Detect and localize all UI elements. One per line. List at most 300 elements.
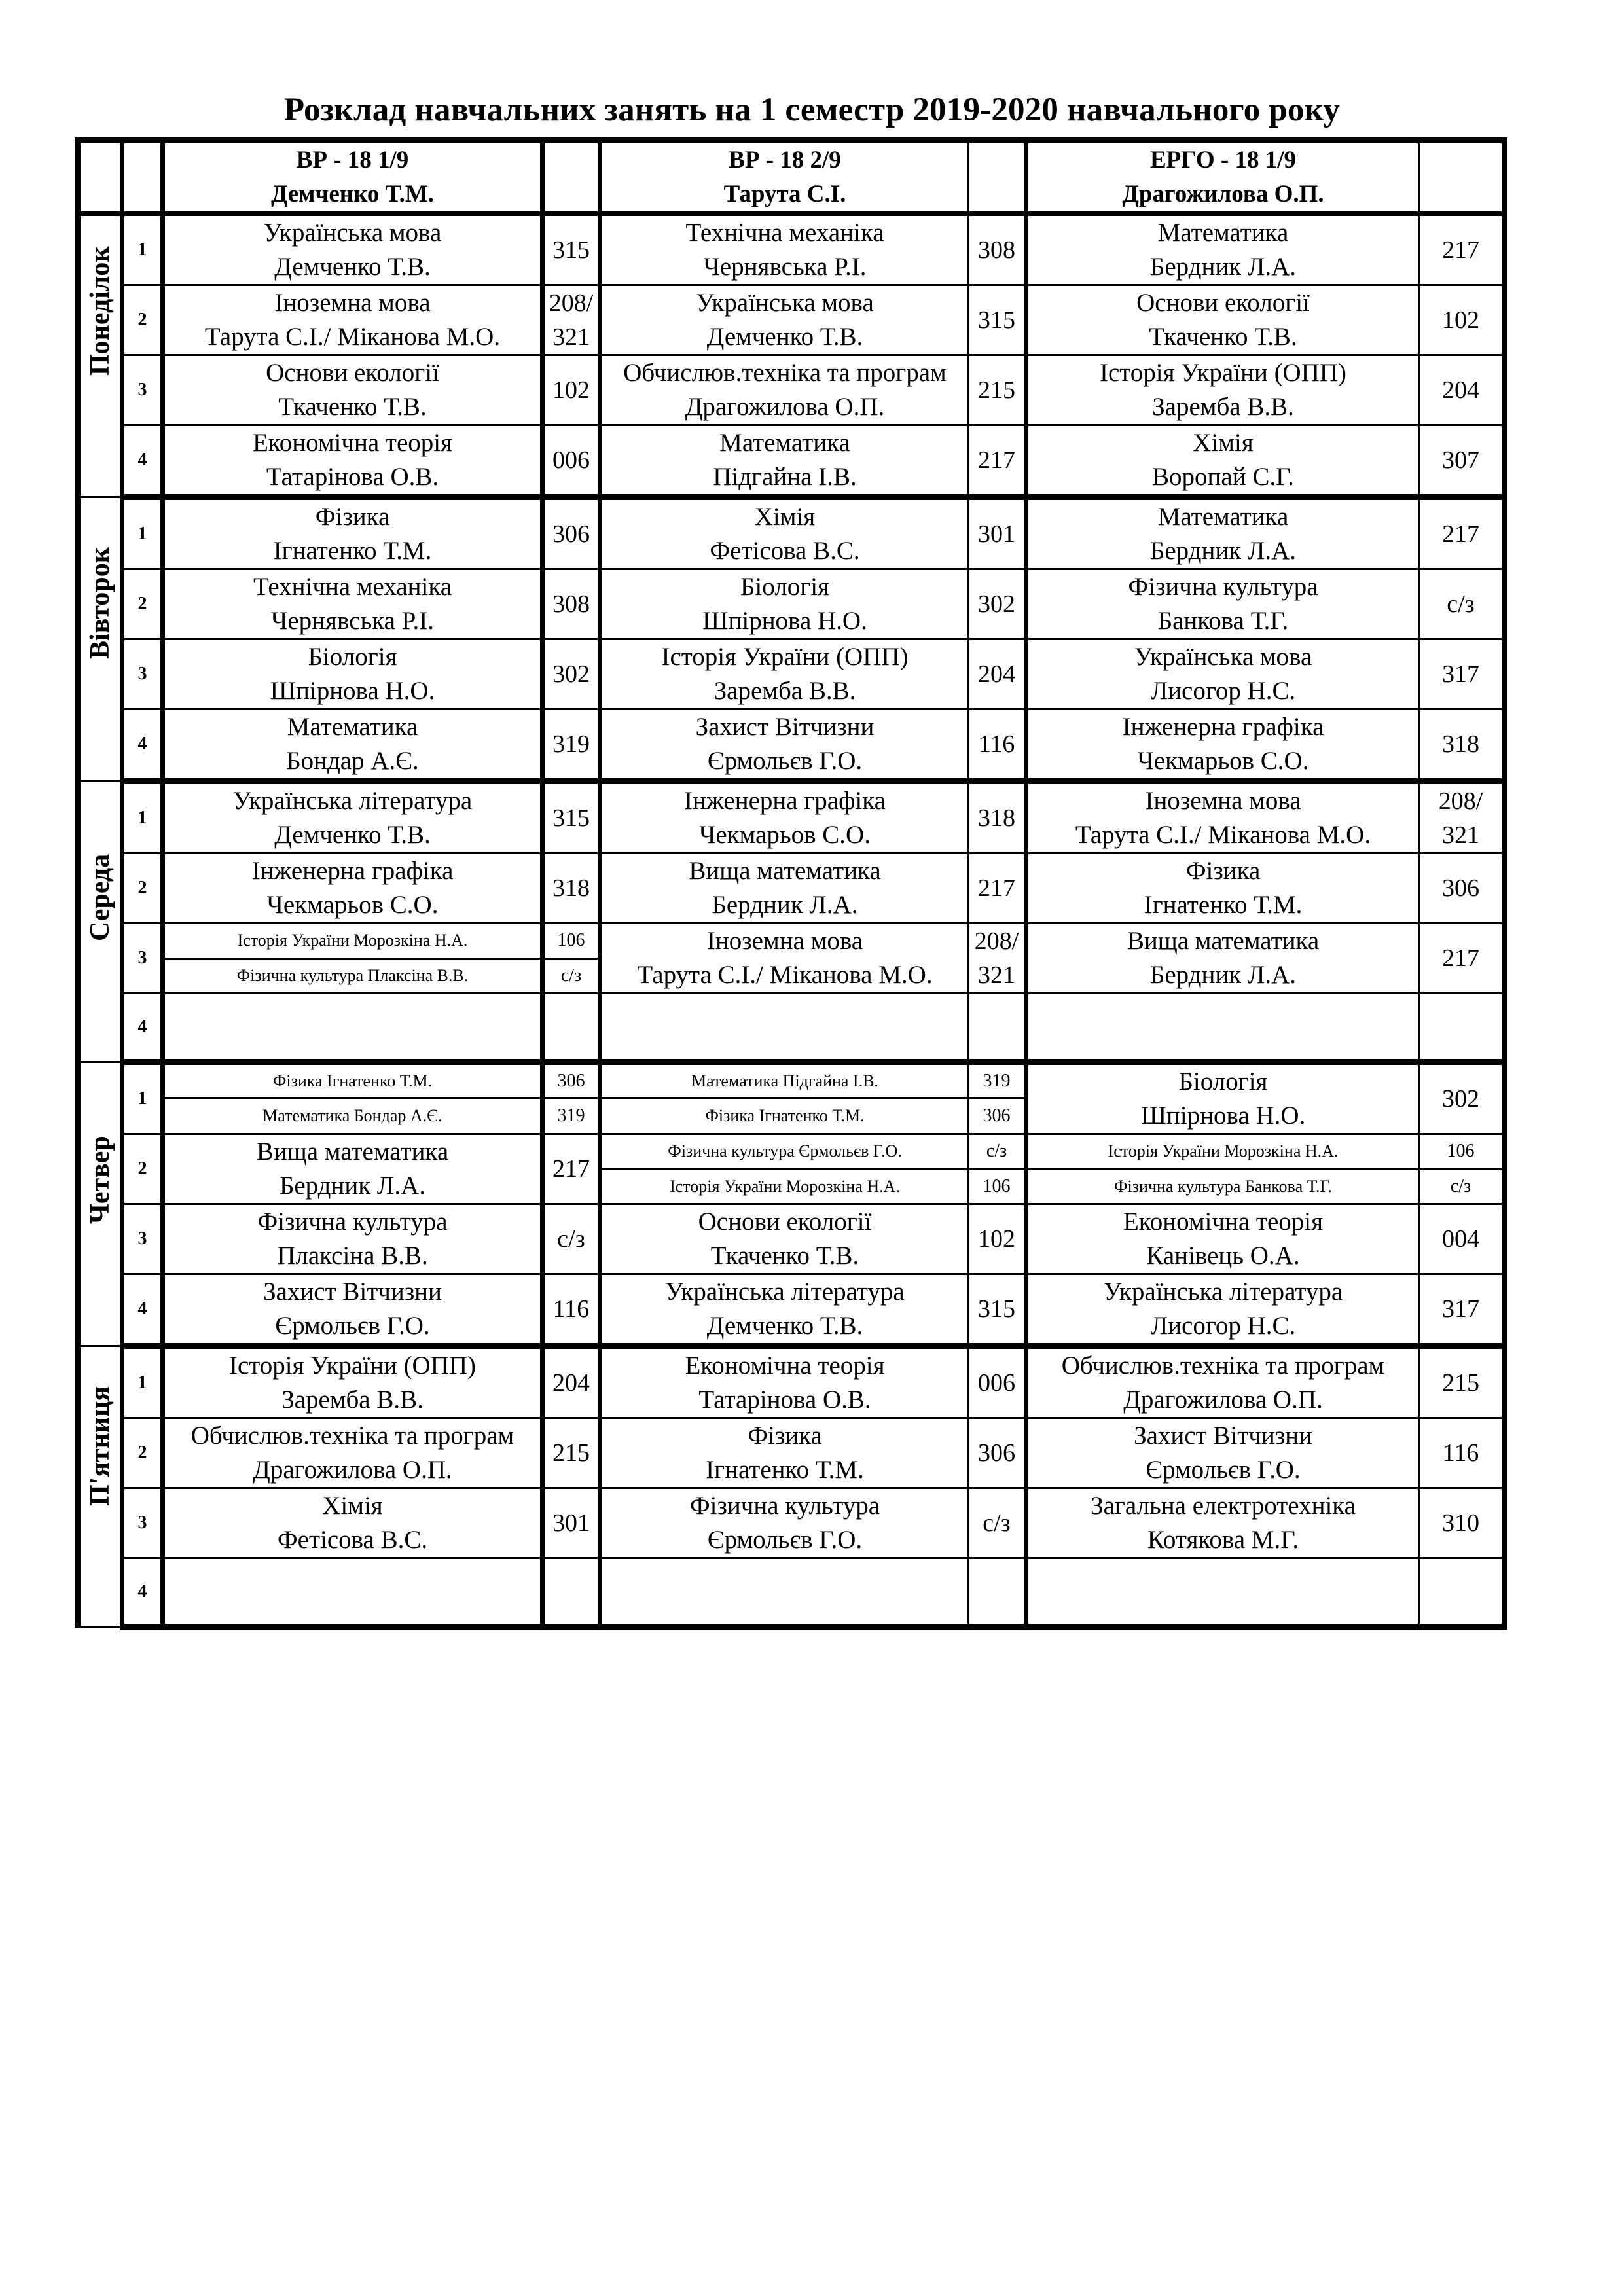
room-sub-cell: 319 [969,1062,1026,1098]
room-number: 217 [1442,520,1479,548]
room-cell [969,569,1026,639]
lesson-subject: Українська література [665,1278,905,1306]
lesson-sub-cell: Історія України Морозкіна Н.А. [600,1169,969,1204]
room-number: 315 [552,236,590,264]
room-cell [543,1488,600,1558]
lesson-cell [1026,924,1419,994]
room-number: 318 [978,804,1015,832]
lesson-cell [600,1346,969,1418]
lesson-teacher: Чернявська Р.І. [703,253,867,281]
schedule-table [75,137,1507,1630]
lesson-teacher: Шпірнова Н.О. [1140,1102,1306,1130]
room-cell [1419,285,1505,355]
room-cell [1419,994,1505,1062]
room-number: 308 [552,590,590,618]
room-number: 302 [978,590,1015,618]
lesson-cell [1026,1488,1419,1558]
schedule-title: Розклад навчальних занять на 1 семестр 2019-2020 навчального року [283,92,1341,128]
lesson-cell [600,853,969,924]
lesson-subject: Українська мова [1134,643,1312,671]
lesson-sub-cell: Фізична культура Банкова Т.Г. [1026,1169,1419,1204]
room-number: 208/ [1438,787,1483,815]
group-curator: Драгожилова О.П. [1122,181,1324,207]
room-number-2: 321 [1442,821,1479,849]
period-number: 3 [122,639,163,709]
lesson-subject: Математика [719,429,850,457]
period-number: 4 [122,1274,163,1346]
room-number-2: 321 [552,323,590,351]
lesson-subject: Українська мова [263,219,442,247]
period-number: 1 [122,1346,163,1418]
period-number: 2 [122,1418,163,1488]
lesson-cell [1026,1274,1419,1346]
room-cell [1419,497,1505,569]
room-cell [543,639,600,709]
lesson-subject: Загальна електротехніка [1091,1492,1356,1520]
day-label [78,214,122,497]
room-number: 102 [552,376,590,404]
room-cell [1419,639,1505,709]
lesson-cell [163,1346,543,1418]
lesson-cell [600,1488,969,1558]
period-number: 1 [122,497,163,569]
room-number: 308 [978,236,1015,264]
lesson-teacher: Котякова М.Г. [1147,1526,1299,1554]
lesson-cell [1026,1204,1419,1274]
period-row [78,781,1505,853]
room-cell [1419,924,1505,994]
lesson-teacher: Фетісова В.С. [710,537,860,565]
room-cell [543,1274,600,1346]
lesson-teacher: Чекмарьов С.О. [1137,747,1309,775]
room-cell [543,1418,600,1488]
lesson-teacher: Бердник Л.А. [712,891,858,919]
lesson-teacher: Бердник Л.А. [1149,537,1297,565]
lesson-subject: Інженерна графіка [251,857,454,885]
lesson-teacher: Ігнатенко Т.М. [1144,891,1303,919]
lesson-cell [1026,355,1419,425]
room-number: 318 [552,874,590,902]
period-row [78,853,1505,924]
lesson-cell [163,214,543,285]
room-cell [543,709,600,781]
lesson-teacher: Підгайна І.В. [713,463,857,491]
period-row [78,1558,1505,1627]
room-number: с/з [1447,590,1475,618]
room-number: 217 [1442,236,1479,264]
room-number: 204 [552,1369,590,1397]
room-cell [1419,569,1505,639]
room-cell [969,709,1026,781]
lesson-cell [600,639,969,709]
lesson-cell [1026,214,1419,285]
lesson-teacher: Ігнатенко Т.М. [273,537,432,565]
lesson-cell [600,924,969,994]
room-number: 302 [552,660,590,688]
lesson-teacher: Демченко Т.В. [706,323,863,351]
lesson-cell [163,1134,543,1204]
group-curator: Демченко Т.М. [270,181,435,207]
period-row [78,1274,1505,1346]
room-cell [1419,1346,1505,1418]
room-cell [1419,1062,1505,1134]
lesson-subject: Українська література [232,787,473,815]
period-row [78,709,1505,781]
lesson-sub-cell: Фізика Ігнатенко Т.М. [600,1098,969,1134]
room-cell [543,1204,600,1274]
room-cell [543,355,600,425]
lesson-teacher: Чернявська Р.І. [271,607,434,635]
lesson-subject: Фізика [315,503,390,531]
room-number: 116 [978,730,1015,758]
room-cell [969,1488,1026,1558]
room-cell [1419,853,1505,924]
lesson-subject: Технічна механіка [253,573,452,601]
lesson-cell [163,853,543,924]
room-number: с/з [983,1509,1011,1537]
room-number: 315 [978,306,1015,334]
room-number: 215 [552,1439,590,1467]
period-row [78,355,1505,425]
lesson-cell [1026,781,1419,853]
room-number: 315 [552,804,590,832]
lesson-subject: Історія України (ОПП) [1099,359,1347,387]
lesson-cell [600,1274,969,1346]
room-cell [1419,1204,1505,1274]
header-row [78,141,1505,214]
room-cell [969,924,1026,994]
day-name: Середа [85,853,115,941]
room-number: 317 [1442,1295,1479,1323]
group-room-header [543,141,600,214]
lesson-teacher: Лисогор Н.С. [1150,677,1296,705]
period-row [78,1134,1505,1170]
lesson-subject: Фізична культура [689,1492,880,1520]
group-header [1026,141,1419,214]
period-row [78,1346,1505,1418]
lesson-subject: Технічна механіка [685,219,884,247]
room-cell [1419,214,1505,285]
lesson-teacher: Демченко Т.В. [274,821,431,849]
lesson-cell [163,1274,543,1346]
lesson-subject: Основи екології [698,1208,872,1236]
day-label [78,1062,122,1346]
room-number: 217 [1442,944,1479,972]
room-number: 204 [978,660,1015,688]
lesson-cell [1026,994,1419,1062]
room-number: 318 [1442,730,1479,758]
group-name: ВР - 18 1/9 [296,147,409,173]
period-number: 3 [122,1488,163,1558]
period-number: 2 [122,853,163,924]
group-header [163,141,543,214]
lesson-teacher: Ткаченко Т.В. [1149,323,1297,351]
room-cell [543,569,600,639]
group-name: ВР - 18 2/9 [729,147,841,173]
lesson-teacher: Ткаченко Т.В. [278,393,427,421]
room-cell [969,1346,1026,1418]
lesson-cell [163,1204,543,1274]
lesson-subject: Фізика [1185,857,1261,885]
period-row [78,639,1505,709]
room-number: 301 [552,1509,590,1537]
period-number: 2 [122,285,163,355]
group-name: ЕРГО - 18 1/9 [1149,147,1297,173]
period-number: 2 [122,1134,163,1204]
period-row [78,1488,1505,1558]
lesson-cell [163,355,543,425]
room-cell [969,285,1026,355]
lesson-subject: Економічна теорія [685,1352,885,1380]
period-row [78,994,1505,1062]
period-row [78,497,1505,569]
room-number: 217 [978,874,1015,902]
lesson-cell [1026,639,1419,709]
room-cell [969,214,1026,285]
lesson-teacher: Ігнатенко Т.М. [706,1456,864,1484]
lesson-teacher: Банкова Т.Г. [1157,607,1289,635]
lesson-subject: Українська мова [696,289,874,317]
room-cell [969,639,1026,709]
lesson-cell [600,425,969,497]
lesson-subject: Біологія [740,573,829,601]
room-number: с/з [557,1225,585,1253]
room-cell [1419,1418,1505,1488]
lesson-teacher: Драгожилова О.П. [685,393,885,421]
room-cell [1419,355,1505,425]
room-number: 306 [552,520,590,548]
period-row [78,1418,1505,1488]
lesson-cell [600,1558,969,1627]
lesson-teacher: Тарута С.І./ Міканова М.О. [1075,821,1371,849]
room-number: 208/ [549,289,594,317]
lesson-subject: Основи екології [266,359,439,387]
lesson-cell [600,994,969,1062]
lesson-subject: Математика [1157,219,1289,247]
lesson-teacher: Єрмольєв Г.О. [707,1526,863,1554]
group-room-header [969,141,1026,214]
lesson-cell [163,1418,543,1488]
room-cell [969,1274,1026,1346]
lesson-cell [1026,1062,1419,1134]
lesson-subject: Іноземна мова [1145,787,1301,815]
room-sub-cell: 319 [543,1098,600,1134]
period-row [78,1062,1505,1098]
room-cell [543,781,600,853]
lesson-cell [1026,497,1419,569]
lesson-teacher: Заремба В.В. [1152,393,1294,421]
room-sub-cell: 106 [969,1169,1026,1204]
period-number: 2 [122,569,163,639]
lesson-subject: Захист Вітчизни [695,713,875,741]
lesson-teacher: Лисогор Н.С. [1150,1312,1296,1340]
room-number: 006 [978,1369,1015,1397]
lesson-sub-cell: Фізична культура Єрмольєв Г.О. [600,1134,969,1170]
lesson-cell [163,1488,543,1558]
lesson-teacher: Воропай С.Г. [1152,463,1294,491]
lesson-subject: Біологія [308,643,397,671]
lesson-cell [163,639,543,709]
lesson-subject: Хімія [322,1492,383,1520]
room-number: 306 [1442,874,1479,902]
lesson-teacher: Драгожилова О.П. [253,1456,452,1484]
room-number: 006 [552,446,590,474]
room-number: 301 [978,520,1015,548]
room-cell [543,285,600,355]
room-cell [969,355,1026,425]
lesson-cell [163,425,543,497]
day-label [78,497,122,781]
lesson-cell [163,709,543,781]
room-cell [969,1558,1026,1627]
room-number: 215 [978,376,1015,404]
room-number: 102 [978,1225,1015,1253]
lesson-teacher: Заремба В.В. [713,677,856,705]
room-number: 317 [1442,660,1479,688]
day-name: Понеділок [85,246,115,376]
lesson-teacher: Тарута С.І./ Міканова М.О. [204,323,501,351]
lesson-cell [1026,285,1419,355]
room-cell [543,497,600,569]
lesson-sub-cell: Історія України Морозкіна Н.А. [1026,1134,1419,1170]
lesson-sub-cell: Математика Підгайна І.В. [600,1062,969,1098]
lesson-subject: Вища математика [1127,927,1320,955]
period-number: 4 [122,425,163,497]
period-number: 4 [122,709,163,781]
period-row [78,569,1505,639]
period-number: 4 [122,994,163,1062]
lesson-sub-cell: Математика Бондар А.Є. [163,1098,543,1134]
room-sub-cell: с/з [969,1134,1026,1170]
period-row [78,425,1505,497]
lesson-subject: Інженерна графіка [684,787,886,815]
lesson-teacher: Тарута С.І./ Міканова М.О. [637,961,933,989]
lesson-teacher: Демченко Т.В. [274,253,431,281]
lesson-cell [1026,1346,1419,1418]
lesson-subject: Обчислюв.техніка та програм [190,1422,514,1450]
room-cell [969,497,1026,569]
lesson-cell [163,285,543,355]
lesson-teacher: Шпірнова Н.О. [270,677,435,705]
room-number: 307 [1442,446,1479,474]
room-number: 208/ [974,927,1019,955]
room-cell [969,1418,1026,1488]
lesson-teacher: Татарінова О.В. [698,1386,871,1414]
lesson-teacher: Драгожилова О.П. [1123,1386,1323,1414]
lesson-subject: Інженерна графіка [1122,713,1324,741]
lesson-cell [600,1204,969,1274]
period-number: 3 [122,924,163,994]
lesson-teacher: Бондар А.Є. [286,747,419,775]
lesson-teacher: Татарінова О.В. [266,463,439,491]
period-number: 1 [122,214,163,285]
lesson-subject: Обчислюв.техніка та програм [623,359,947,387]
period-number: 3 [122,355,163,425]
lesson-cell [1026,853,1419,924]
room-number: 116 [552,1295,590,1323]
lesson-subject: Математика [287,713,418,741]
room-cell [1419,709,1505,781]
lesson-subject: Хімія [754,503,816,531]
room-cell [969,1204,1026,1274]
lesson-cell [600,781,969,853]
room-cell [969,994,1026,1062]
lesson-subject: Вища математика [256,1138,449,1166]
header-num-blank [122,141,163,214]
room-cell [1419,425,1505,497]
group-header [600,141,969,214]
day-name: Четвер [85,1135,115,1224]
room-cell [1419,1558,1505,1627]
lesson-subject: Обчислюв.техніка та програм [1061,1352,1385,1380]
room-number: 319 [552,730,590,758]
lesson-cell [163,497,543,569]
lesson-teacher: Бердник Л.А. [1149,961,1297,989]
room-number: 310 [1442,1509,1479,1537]
room-cell [969,781,1026,853]
room-sub-cell: с/з [1419,1169,1505,1204]
room-number: 217 [978,446,1015,474]
period-number: 3 [122,1204,163,1274]
room-sub-cell: 306 [969,1098,1026,1134]
room-cell [543,994,600,1062]
group-curator: Тарута С.І. [723,181,846,207]
day-label [78,781,122,1062]
lesson-teacher: Чекмарьов С.О. [266,891,439,919]
lesson-subject: Основи екології [1136,289,1310,317]
day-name: П'ятниця [85,1386,115,1506]
period-row [78,1204,1505,1274]
period-number: 1 [122,781,163,853]
lesson-subject: Іноземна мова [274,289,431,317]
room-number: 215 [1442,1369,1479,1397]
lesson-sub-cell: Історія України Морозкіна Н.А. [163,924,543,959]
period-row [78,214,1505,285]
room-cell [543,425,600,497]
room-number: 306 [978,1439,1015,1467]
lesson-subject: Історія України (ОПП) [661,643,909,671]
room-cell [543,1558,600,1627]
lesson-subject: Фізична культура [257,1208,448,1236]
period-row [78,285,1505,355]
lesson-sub-cell: Фізика Ігнатенко Т.М. [163,1062,543,1098]
lesson-subject: Українська література [1103,1278,1343,1306]
lesson-subject: Хімія [1193,429,1254,457]
lesson-cell [600,285,969,355]
lesson-cell [1026,709,1419,781]
period-number: 4 [122,1558,163,1627]
lesson-cell [163,994,543,1062]
day-label [78,1346,122,1627]
lesson-cell [1026,425,1419,497]
room-cell [1419,1274,1505,1346]
lesson-teacher: Чекмарьов С.О. [699,821,871,849]
group-room-header [1419,141,1505,214]
lesson-subject: Економічна теорія [1123,1208,1324,1236]
room-number: 116 [1442,1439,1479,1467]
lesson-cell [600,497,969,569]
lesson-teacher: Фетісова В.С. [277,1526,428,1554]
lesson-subject: Захист Вітчизни [1134,1422,1312,1450]
room-number: 102 [1442,306,1479,334]
room-sub-cell: 106 [1419,1134,1505,1170]
room-cell [543,1134,600,1204]
lesson-cell [600,214,969,285]
room-cell [1419,1488,1505,1558]
day-name: Вівторок [85,547,115,659]
lesson-subject: Фізична культура [1128,573,1318,601]
lesson-teacher: Бердник Л.А. [1149,253,1297,281]
